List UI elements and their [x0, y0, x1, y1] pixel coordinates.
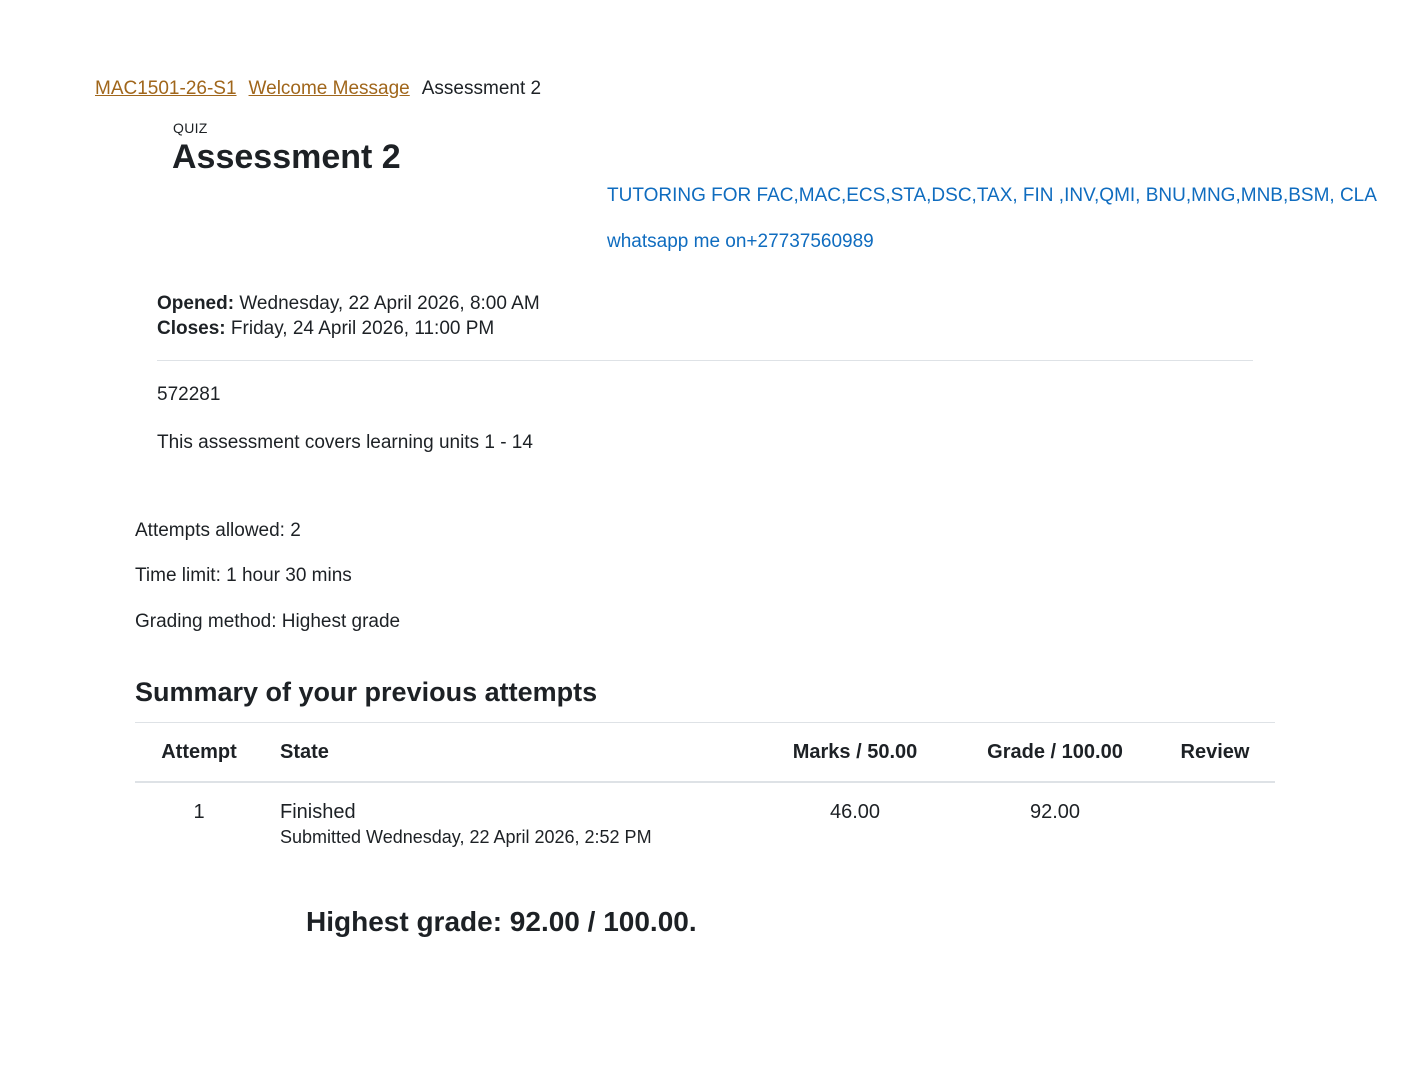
- opened-value: Wednesday, 22 April 2026, 8:00 AM: [239, 293, 540, 314]
- closes-label: Closes:: [157, 318, 226, 339]
- promo-text-line-1: TUTORING FOR FAC,MAC,ECS,STA,DSC,TAX, FIN ,INV,QMI, BNU,MNG,MNB,BSM, CLA: [607, 185, 1377, 206]
- table-row: [135, 783, 1275, 863]
- attempt-grade: 92.00: [1029, 801, 1081, 823]
- attempt-state: Finished: [280, 801, 356, 823]
- attempts-allowed: Attempts allowed: 2: [135, 520, 301, 541]
- promo-text-line-2: whatsapp me on+27737560989: [607, 231, 874, 252]
- summary-heading: Summary of your previous attempts: [135, 677, 598, 707]
- closes-value: Friday, 24 April 2026, 11:00 PM: [230, 318, 495, 339]
- activity-type-label: QUIZ: [173, 120, 208, 136]
- breadcrumb-link-course[interactable]: MAC1501-26-S1: [95, 78, 237, 99]
- column-header-review: Review: [1180, 741, 1250, 763]
- opened-date: [157, 291, 540, 316]
- grading-method: Grading method: Highest grade: [135, 611, 401, 632]
- intro-description: This assessment covers learning units 1 - 14: [157, 432, 533, 453]
- activity-dates: [157, 291, 540, 341]
- attempts-table: [135, 722, 1275, 863]
- column-header-state: State: [280, 741, 329, 763]
- column-header-marks: Marks / 50.00: [792, 741, 918, 763]
- table-header: [135, 722, 1275, 783]
- opened-label: Opened:: [157, 293, 235, 314]
- divider: [157, 360, 1253, 361]
- breadcrumb: [95, 78, 541, 100]
- page-title: Assessment 2: [172, 138, 401, 176]
- intro-code: 572281: [157, 384, 221, 405]
- attempt-marks: 46.00: [829, 801, 881, 823]
- attempt-number: 1: [193, 801, 205, 823]
- time-limit: Time limit: 1 hour 30 mins: [135, 565, 352, 586]
- breadcrumb-link-welcome-message[interactable]: Welcome Message: [248, 78, 410, 99]
- column-header-attempt: Attempt: [161, 741, 237, 763]
- closes-date: [157, 316, 540, 341]
- column-header-grade: Grade / 100.00: [987, 741, 1123, 763]
- highest-grade: Highest grade: 92.00 / 100.00.: [306, 906, 697, 937]
- breadcrumb-current: Assessment 2: [421, 78, 542, 99]
- attempt-submitted: Submitted Wednesday, 22 April 2026, 2:52 PM: [280, 827, 652, 847]
